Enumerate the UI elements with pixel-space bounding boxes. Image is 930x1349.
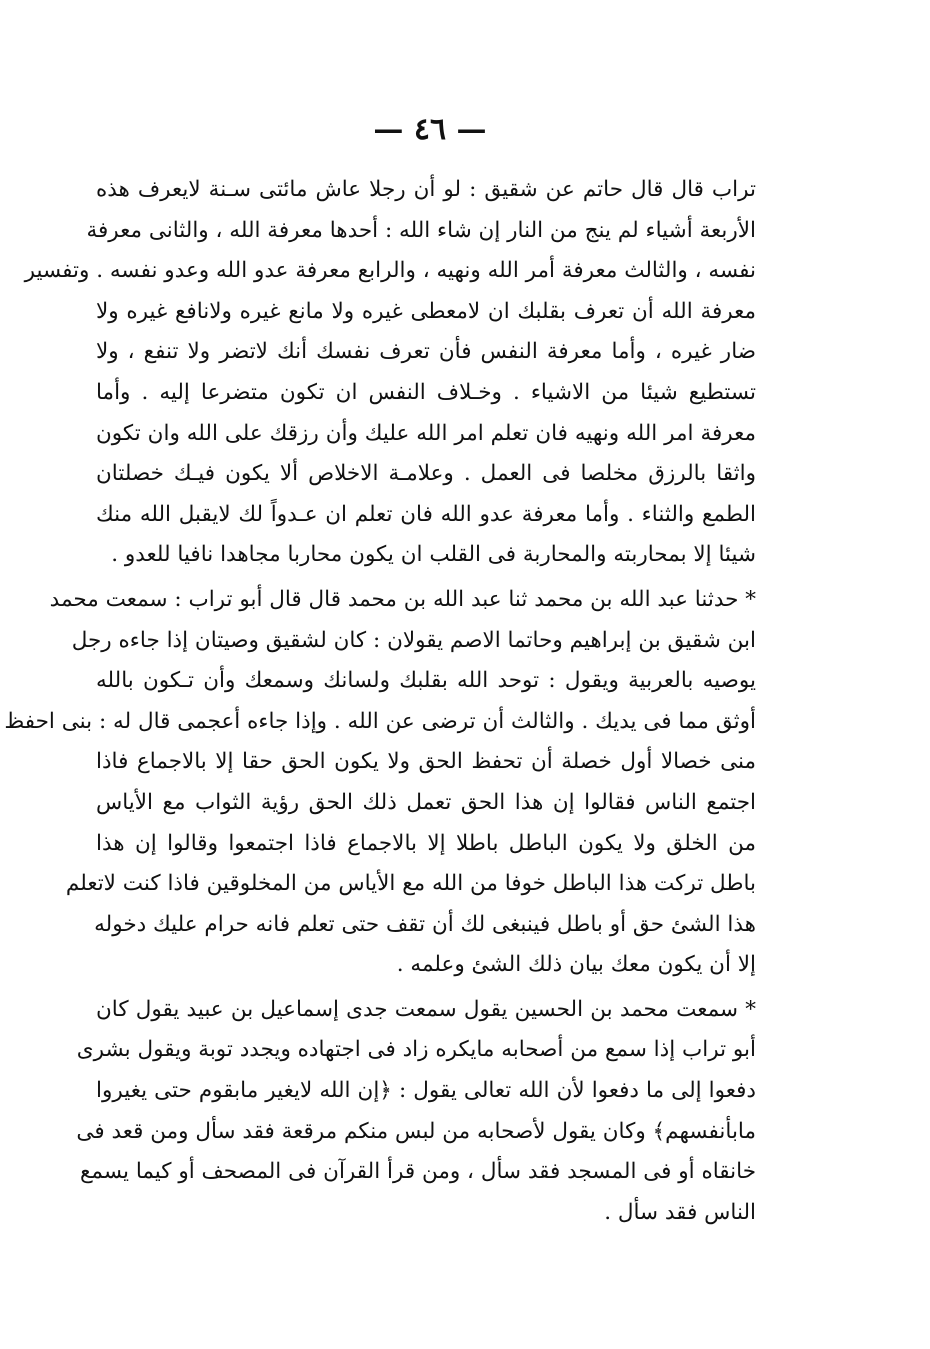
text-line: معرفة الله أن تعرف بقلبك ان لامعطى غيره ولا مانع غيره ولانافع غيره ولا (96, 298, 756, 324)
text-line: واثقا بالرزق مخلصا فى العمل . وعلامـة الاخلاص ألا يكون فيـك خصلتان (96, 461, 756, 487)
paragraph (76, 990, 756, 1234)
text-line: يوصيه بالعربية ويقول : توحد الله بقلبك ولسانك وسمعك وأن تـكون بالله (96, 668, 756, 694)
text-line: إلا أن يكون معك بيان ذلك الشئ وعلمه . (396, 952, 756, 978)
text-line: من الخلق ولا يكون الباطل باطلا إلا بالاجماع فاذا اجتمعوا وقالوا إن هذا (96, 830, 756, 856)
text-line: خانقاه أو فى المسجد فقد سأل ، ومن قرأ القرآن فى المصحف أو كيما يسمع (79, 1159, 756, 1185)
text-line: ضار غيره ، وأما معرفة النفس فأن تعرف نفسك أنك لاتضر ولا تنفع ، ولا (96, 339, 756, 365)
text-line: الأربعة أشياء لم ينج من النار إن شاء الله : أحدها معرفة الله ، والثانى معرفة (86, 217, 756, 243)
text-line: أبو تراب إذا سمع من أصحابه مايكره زاد فى اجتهاده ويجدد توبة ويقول بشرى (76, 1037, 756, 1063)
text-line: معرفة امر الله ونهيه فان تعلم امر الله عليك وأن رزقك على الله وان تكون (96, 420, 756, 446)
text-line: شيئا إلا بمحاربته والمحاربة فى القلب ان يكون محاربا مجاهدا نافيا للعدو . (111, 542, 756, 568)
text-line: اجتمع الناس فقالوا إن هذا الحق تعمل ذلك الحق رؤية الثواب مع الأياس (96, 789, 756, 815)
text-line: أوثق مما فى يديك . والثالث أن ترضى عن الله . وإذا جاءه أعجمى قال له : بنى احفظ (4, 708, 756, 734)
text-line: الناس فقد سأل . (604, 1199, 756, 1225)
text-line: هذا الشئ حق أو باطل فينبغى لك أن تقف حتى تعلم فانه حرام عليك دخوله (94, 911, 756, 937)
text-line: مابأنفسهم﴾ وكان يقول لأصحابه من لبس منكم مرقعة فقد سأل ومن قعد فى (76, 1118, 756, 1144)
paragraph (4, 580, 756, 986)
text-line: تراب قال قال حاتم عن شقيق : لو أن رجلا عاش مائتى سـنة لايعرف هذه (96, 177, 756, 202)
text-line: باطل تركت هذا الباطل خوفا من الله مع الأياس من المخلوقين فاذا كنت لاتعلم (65, 871, 756, 897)
text-line: دفعوا إلى ما دفعوا لأن الله تعالى يقول : ﴿إن الله لايغير مابقوم حتى يغيروا (96, 1078, 756, 1104)
text-line: ابن شقيق بن إبراهيم وحاتما الاصم يقولان : كان لشقيق وصيتان إذا جاءه رجل (71, 627, 756, 653)
body-text (4, 170, 756, 1233)
text-line: نفسه ، والثالث معرفة أمر الله ونهيه ، والرابع معرفة عدو الله وعدو نفسه . وتفسير (24, 258, 756, 284)
text-line: منى خصالا أول خصلة أن تحفظ الحق ولا يكون الحق حقا إلا بالاجماع فاذا (96, 749, 756, 775)
text-line: * سمعت محمد بن الحسين يقول سمعت جدى إسماعيل بن عبيد يقول كان (96, 996, 756, 1022)
paragraph (24, 170, 756, 576)
page-number: — ٤٦ — (373, 112, 487, 147)
text-line: * حدثنا عبد الله بن محمد ثنا عبد الله بن محمد قال قال أبو تراب : سمعت محمد (49, 586, 756, 612)
text-line: الطمع والثناء . وأما معرفة عدو الله فان تعلم ان عـدواً لك لايقبل الله منك (96, 501, 756, 527)
text-line: تستطيع شيئا من الاشياء . وخـلاف النفس ان تكون متضرعا إليه . وأما (96, 379, 756, 405)
